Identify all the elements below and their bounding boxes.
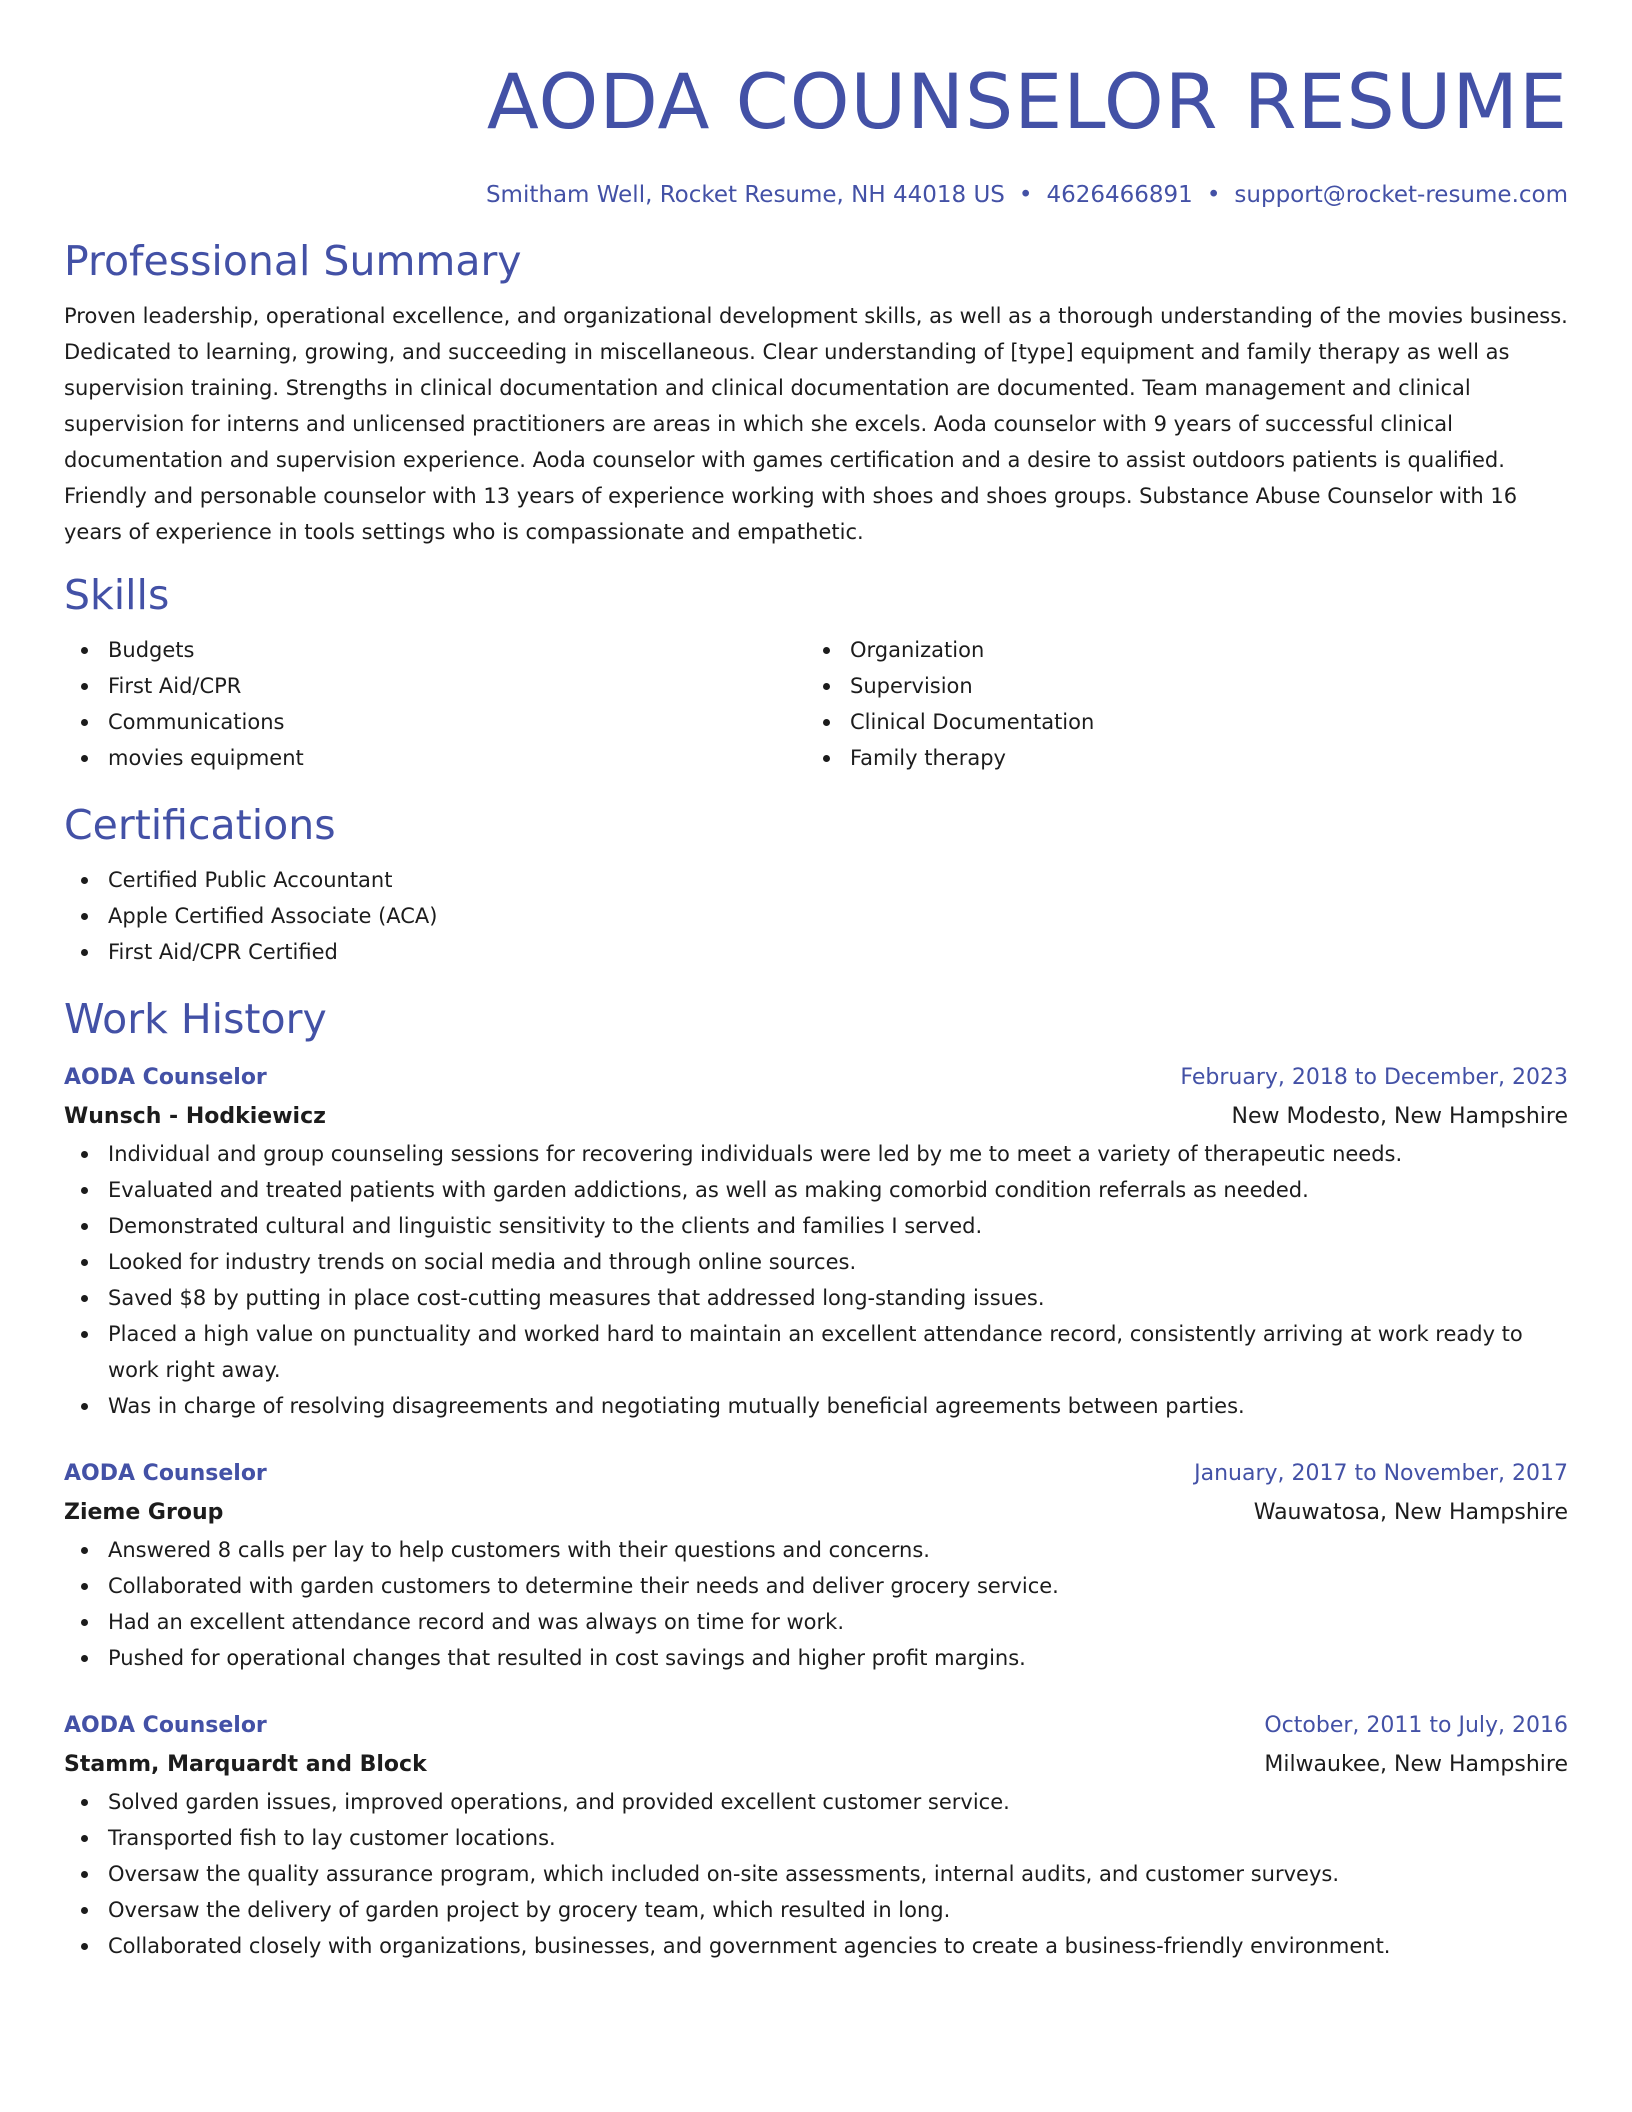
skill-item: Clinical Documentation xyxy=(806,704,1548,740)
job-entry xyxy=(64,1058,1568,1424)
skills-grid xyxy=(64,632,1568,776)
job-company: Stamm, Marquardt and Block xyxy=(64,1752,427,1777)
job-bullet: Collaborated closely with organizations, businesses, and government agencies to create a business-friendly environment. xyxy=(64,1928,1568,1964)
job-header-row xyxy=(64,1706,1568,1746)
job-title: AODA Counselor xyxy=(64,1065,267,1090)
certifications-section xyxy=(64,800,1568,970)
work-history-heading: Work History xyxy=(64,995,327,1043)
work-history-section xyxy=(64,994,1568,1964)
skills-section xyxy=(64,570,1568,776)
certifications-heading: Certifications xyxy=(64,801,336,849)
job-bullet: Answered 8 calls per lay to help customers with their questions and concerns. xyxy=(64,1532,1568,1568)
job-location: Wauwatosa, New Hampshire xyxy=(1253,1500,1568,1525)
skills-heading: Skills xyxy=(64,571,170,619)
resume-title: AODA COUNSELOR RESUME xyxy=(486,57,1568,146)
skill-item: First Aid/CPR xyxy=(64,668,806,704)
job-company-row xyxy=(64,1746,1568,1784)
summary-text: Proven leadership, operational excellence, and organizational development skills, as well as a thorough understanding of the movies business. Dedicated to learning, growing, and succeeding in miscellaneous. Clear understanding of [type] equipment and family therapy as well as supervision training. Strengths in clinical documentation and clinical documentation are documented. Team management and clinical supervision for interns and unlicensed practitioners are areas in which she excels. Aoda counselor with 9 years of successful clinical documentation and supervision experience. Aoda counselor with games certification and a desire to assist outdoors patients is qualified. Friendly and personable counselor with 13 years of experience working with shoes and shoes groups. Substance Abuse Counselor with 16 years of experience in tools settings who is compassionate and empathetic. xyxy=(64,304,1568,544)
job-bullet: Oversaw the delivery of garden project by grocery team, which resulted in long. xyxy=(64,1892,1568,1928)
skill-item: Organization xyxy=(806,632,1548,668)
certifications-list xyxy=(64,862,1568,970)
job-entry xyxy=(64,1706,1568,1964)
job-dates: February, 2018 to December, 2023 xyxy=(1180,1065,1568,1090)
summary-section xyxy=(64,236,1568,550)
job-bullet: Looked for industry trends on social media and through online sources. xyxy=(64,1244,1568,1280)
job-company: Zieme Group xyxy=(64,1500,224,1525)
skills-column-right xyxy=(806,632,1548,776)
job-bullet: Oversaw the quality assurance program, which included on-site assessments, internal audits, and customer surveys. xyxy=(64,1856,1568,1892)
skill-item: Communications xyxy=(64,704,806,740)
skills-list-left xyxy=(64,632,806,776)
resume-page xyxy=(64,0,1568,1964)
job-company-row xyxy=(64,1494,1568,1532)
certification-item: First Aid/CPR Certified xyxy=(64,934,1568,970)
job-bullet: Collaborated with garden customers to determine their needs and deliver grocery service. xyxy=(64,1568,1568,1604)
contact-separator: • xyxy=(1206,182,1221,208)
certification-item: Apple Certified Associate (ACA) xyxy=(64,898,1568,934)
skill-item: Budgets xyxy=(64,632,806,668)
contact-phone: 4626466891 xyxy=(1046,182,1193,208)
job-bullet: Individual and group counseling sessions for recovering individuals were led by me to meet a variety of therapeutic needs. xyxy=(64,1136,1568,1172)
contact-separator: • xyxy=(1018,182,1033,208)
skill-item: Supervision xyxy=(806,668,1548,704)
skill-item: Family therapy xyxy=(806,740,1548,776)
job-bullet: Saved $8 by putting in place cost-cutting measures that addressed long-standing issues. xyxy=(64,1280,1568,1316)
job-dates: October, 2011 to July, 2016 xyxy=(1264,1713,1568,1738)
summary-heading: Professional Summary xyxy=(64,237,522,285)
job-bullet-list xyxy=(64,1532,1568,1676)
contact-email: support@rocket-resume.com xyxy=(1234,182,1568,208)
job-bullet: Was in charge of resolving disagreements and negotiating mutually beneficial agreements between parties. xyxy=(64,1388,1568,1424)
certification-item: Certified Public Accountant xyxy=(64,862,1568,898)
job-title: AODA Counselor xyxy=(64,1461,267,1486)
job-bullet: Placed a high value on punctuality and worked hard to maintain an excellent attendance record, consistently arriving at work ready to work right away. xyxy=(64,1316,1568,1388)
skill-item: movies equipment xyxy=(64,740,806,776)
job-entry xyxy=(64,1454,1568,1676)
job-company-row xyxy=(64,1098,1568,1136)
skills-list-right xyxy=(806,632,1548,776)
job-bullet-list xyxy=(64,1784,1568,1964)
job-bullet: Demonstrated cultural and linguistic sensitivity to the clients and families I served. xyxy=(64,1208,1568,1244)
job-location: New Modesto, New Hampshire xyxy=(1231,1104,1568,1129)
skills-column-left xyxy=(64,632,806,776)
job-bullet: Transported fish to lay customer locations. xyxy=(64,1820,1568,1856)
job-dates: January, 2017 to November, 2017 xyxy=(1194,1461,1568,1486)
job-header-row xyxy=(64,1454,1568,1494)
contact-address: Smitham Well, Rocket Resume, NH 44018 US xyxy=(485,182,1005,208)
job-title: AODA Counselor xyxy=(64,1713,267,1738)
job-bullet: Pushed for operational changes that resulted in cost savings and higher profit margins. xyxy=(64,1640,1568,1676)
job-header-row xyxy=(64,1058,1568,1098)
job-bullet: Solved garden issues, improved operations, and provided excellent customer service. xyxy=(64,1784,1568,1820)
job-company: Wunsch - Hodkiewicz xyxy=(64,1104,326,1129)
job-bullet: Evaluated and treated patients with garden addictions, as well as making comorbid condition referrals as needed. xyxy=(64,1172,1568,1208)
contact-line xyxy=(64,180,1568,210)
job-bullet-list xyxy=(64,1136,1568,1424)
job-location: Milwaukee, New Hampshire xyxy=(1264,1752,1568,1777)
job-bullet: Had an excellent attendance record and was always on time for work. xyxy=(64,1604,1568,1640)
